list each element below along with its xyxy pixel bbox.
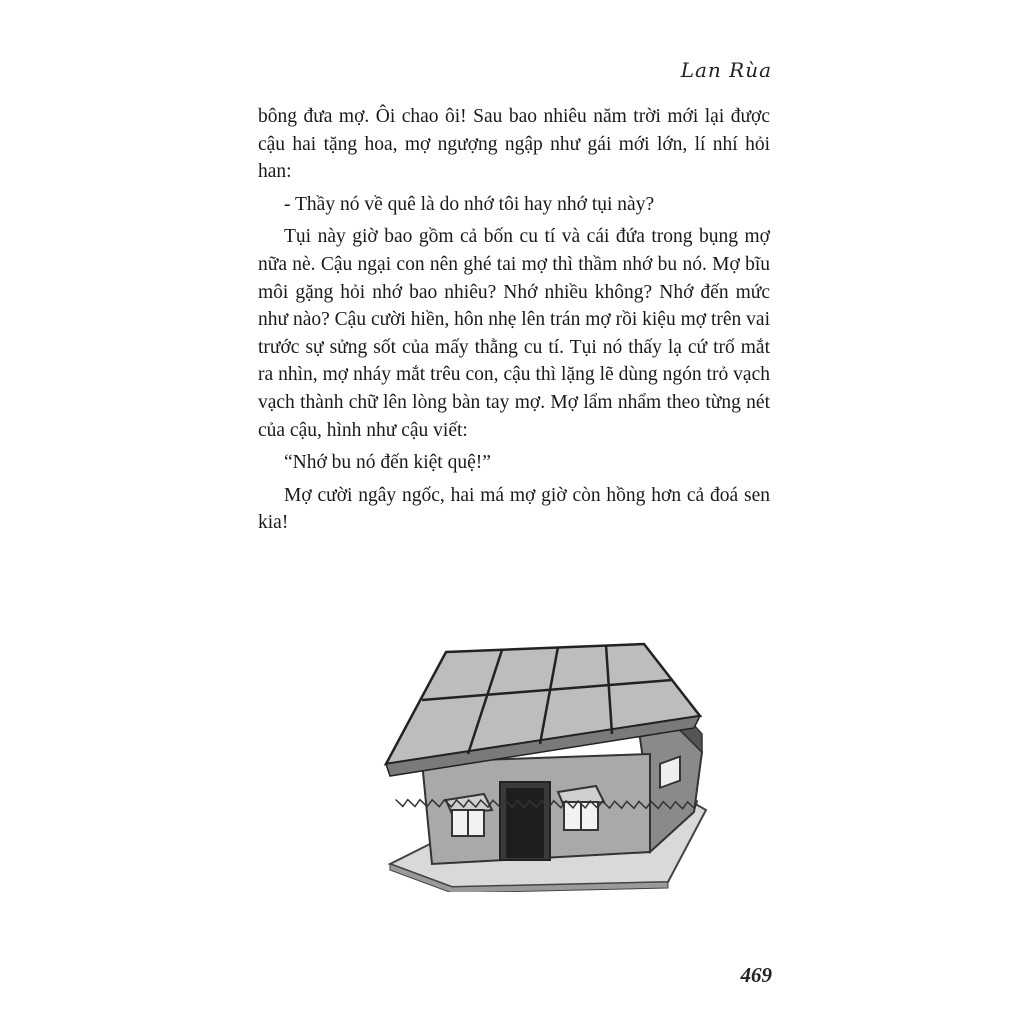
- paragraph: Tụi này giờ bao gồm cả bốn cu tí và cái đứa trong bụng mợ nữa nè. Cậu ngại con nên ghé tai mợ thì thầm nhớ bu nó. Mợ bĩu môi gặng hỏi nhớ bao nhiêu? Nhớ nhiều không? Nhớ đến mức như nào? Cậu cười hiền, hôn nhẹ lên trán mợ rồi kiệu mợ trên vai trước sự sửng sốt của mấy thằng cu tí. Tụi nó thấy lạ cứ trố mắt ra nhìn, mợ nháy mắt trêu con, cậu thì lặng lẽ dùng ngón trỏ vạch vạch thành chữ lên lòng bàn tay mợ. Mợ lẩm nhẩm theo từng nét của cậu, hình như cậu viết:: [258, 226, 770, 441]
- house-illustration: [382, 642, 712, 892]
- running-title: Lan Rùa: [680, 58, 772, 82]
- body-text: [258, 103, 770, 542]
- page-number: 469: [740, 963, 772, 987]
- paragraph: “Nhớ bu nó đến kiệt quệ!”: [284, 452, 491, 474]
- paragraph: Mợ cười ngây ngốc, hai má mợ giờ còn hồng hơn cả đoá sen kia!: [258, 484, 770, 534]
- paragraph: bông đưa mợ. Ôi chao ôi! Sau bao nhiêu năm trời mới lại được cậu hai tặng hoa, mợ ngượng ngập như gái mới lớn, lí nhí hỏi han:: [258, 106, 770, 183]
- paragraph: - Thầy nó về quê là do nhớ tôi hay nhớ tụi này?: [284, 193, 655, 215]
